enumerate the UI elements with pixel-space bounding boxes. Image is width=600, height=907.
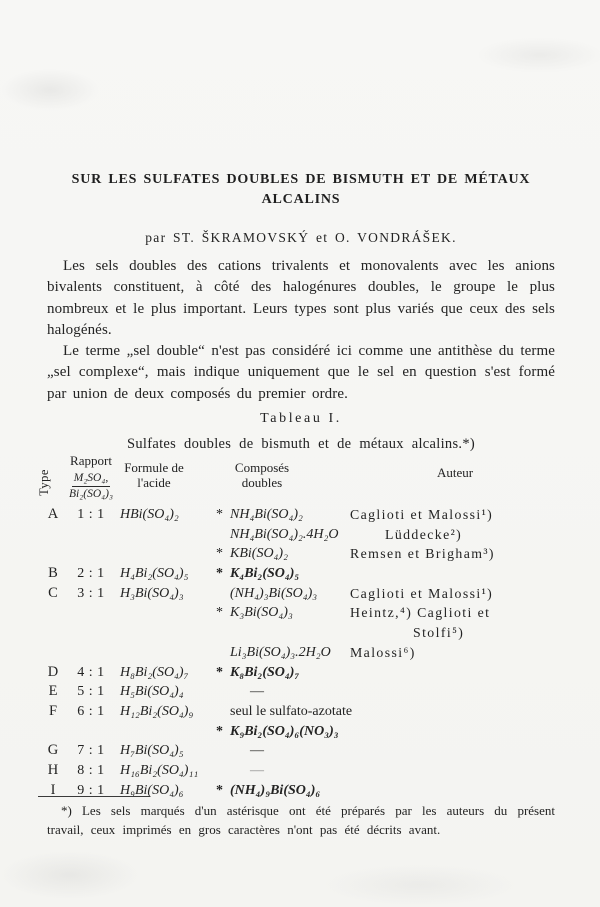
ratio-cell: 4 : 1 [77,664,105,680]
compound-cell [216,584,350,604]
table-row [40,663,580,683]
author-cell: Lüddecke²) [385,526,463,542]
rapport-label: Rapport [70,453,112,468]
table-row [40,505,580,525]
compound-formula: NH₄Bi(SO₄)₂.4H₂O [230,526,339,542]
author-cell [350,781,580,801]
type-cell [40,603,66,623]
compound-cell [216,564,350,584]
type-cell: E [48,683,58,700]
author-cell: Malossi⁶) [350,644,416,660]
acid-formula: H₁₂Bi₂(SO₄)₉ [120,703,194,719]
table-row [40,682,580,702]
compound-cell [216,525,350,545]
acid-formula [116,525,216,545]
compound-cell [216,623,350,643]
table-row [40,741,580,761]
acid-formula: H₈Bi₂(SO₄)₇ [120,664,189,680]
article-title: SUR LES SULFATES DOUBLES DE BISMUTH ET DE MÉTAUX ALCALINS [71,172,531,207]
header-composes: Composés doubles [234,460,290,490]
type-cell: G [47,742,59,759]
ratio-cell: 5 : 1 [77,684,105,700]
ratio-cell: 7 : 1 [77,743,105,759]
asterisk-marker: * [216,566,223,582]
asterisk-marker: * [216,782,223,798]
author-cell: Heintz,⁴) Caglioti et [350,605,491,621]
ratio-cell [66,643,116,663]
compound-formula: (NH₄)₃Bi(SO₄)₃ [230,585,318,601]
compound-formula: KBi(SO₄)₂ [230,546,288,562]
asterisk-marker: * [216,507,223,522]
table-caption: Tableau I. [260,411,342,426]
acid-formula: H₇Bi(SO₄)₅ [120,743,184,759]
ratio-cell: 9 : 1 [77,782,105,798]
compound-formula: K₉Bi₂(SO₄)₆(NO₃)₃ [230,723,339,739]
body-text [47,256,555,405]
table-row [40,544,580,564]
compound-formula: K₄Bi₂(SO₄)₅ [230,566,300,582]
rapport-numerator: M₂SO₄, [72,472,111,487]
author-cell [350,564,580,584]
ratio-cell: 8 : 1 [77,762,105,778]
acid-formula [116,603,216,623]
table-row [40,643,580,663]
table-row [40,702,580,722]
acid-formula [116,722,216,742]
ratio-cell: 2 : 1 [77,566,105,582]
acid-formula: H₉Bi(SO₄)₆ [120,782,184,798]
ratio-cell [66,603,116,623]
compound-formula: NH₄Bi(SO₄)₂ [230,507,303,522]
ratio-cell: 6 : 1 [77,703,105,719]
type-cell [40,623,66,643]
no-compound-dash: — [250,762,264,778]
ratio-cell [66,525,116,545]
header-formule: Formule de l'acide [124,460,184,490]
table-row [40,781,580,801]
acid-formula: H₁₆Bi₂(SO₄)₁₁ [120,762,199,778]
table-row [40,623,580,643]
table-row [40,761,580,781]
compound-cell [216,682,350,702]
author-cell [350,702,580,722]
footnote: *) Les sels marqués d'un astérisque ont été préparés par les auteurs du présent travail, ceux imprimés en gros caractères n'ont pas été décrits avant. [47,803,555,837]
compound-cell [216,663,350,683]
compound-formula: K₈Bi₂(SO₄)₇ [230,664,300,680]
asterisk-marker: * [216,664,223,680]
compound-cell [216,741,350,761]
ratio-cell [66,722,116,742]
compound-formula: Li₃Bi(SO₄)₃.2H₂O [230,644,331,660]
type-cell: F [48,702,58,719]
table-row [40,603,580,623]
table-row [40,564,580,584]
ratio-cell: 3 : 1 [77,585,105,601]
ratio-cell [66,544,116,564]
compound-cell [216,603,350,623]
compound-cell [216,761,350,781]
asterisk-marker: * [216,546,223,562]
compound-cell [216,643,350,663]
acid-formula: H₅Bi(SO₄)₄ [120,684,184,700]
ratio-cell: 1 : 1 [77,507,105,522]
asterisk-marker: * [216,605,223,621]
acid-formula [116,544,216,564]
acid-formula: H₃Bi(SO₄)₃ [120,585,184,601]
header-type: Type [36,469,51,496]
table-row [40,525,580,545]
author-cell: Caglioti et Malossi¹) [350,507,494,522]
no-compound-dash: — [250,684,264,700]
ratio-cell [66,623,116,643]
byline: par ST. ŠKRAMOVSKÝ et O. VONDRÁŠEK. [145,230,457,245]
type-cell: H [47,761,59,778]
type-cell [40,643,66,663]
compound-formula: (NH₄)₉Bi(SO₄)₆ [230,782,321,798]
author-cell [350,682,580,702]
type-cell: C [48,584,58,601]
compound-cell [216,544,350,564]
type-cell: A [47,506,59,522]
table-row [40,584,580,604]
asterisk-marker: * [216,723,223,739]
type-cell: D [47,663,59,680]
header-auteur: Auteur [436,465,474,480]
rapport-denominator: Bi₂(SO₄)₃ [69,488,113,500]
paragraph: Le terme „sel double“ n'est pas considéré ici comme une antithèse du terme „sel complexe“, mais indique uniquement que le sel en question s'est formé par union de deux composés du premier ordre. [47,343,555,402]
paragraph: Les sels doubles des cations trivalents et monovalents avec les anions bivalents constituent, à côté des halogénures doubles, le groupe le plus nombreux et le plus important. Leurs types sont plus variés que ceux des sels halogénés. [47,258,555,338]
author-cell [350,663,580,683]
rapport-fraction [69,472,113,501]
author-cell: Stolfi⁵) [413,625,465,641]
acid-formula [116,643,216,663]
no-compound-dash: — [250,743,264,759]
type-cell [40,525,66,545]
acid-formula: HBi(SO₄)₂ [120,507,179,522]
compound-cell [216,781,350,801]
compound-note: seul le sulfato-azotate [230,703,353,719]
acid-formula [116,623,216,643]
footnote-rule [38,796,150,797]
author-cell: Caglioti et Malossi¹) [350,585,494,601]
type-cell [40,544,66,564]
compound-formula: K₃Bi(SO₄)₃ [230,605,293,621]
author-cell [350,741,580,761]
compound-cell [216,722,350,742]
type-cell [40,722,66,742]
table-row [40,722,580,742]
table-header [36,453,560,505]
compound-cell [216,505,350,525]
acid-formula: H₄Bi₂(SO₄)₅ [120,566,189,582]
author-cell [350,761,580,781]
table [40,505,580,800]
type-cell: I [50,781,56,798]
compound-cell [216,702,353,722]
author-cell: Remsen et Brigham³) [350,546,495,562]
type-cell: B [48,565,58,582]
author-cell [350,722,580,742]
table-subtitle: Sulfates doubles de bismuth et de métaux alcalins.*) [126,436,476,452]
